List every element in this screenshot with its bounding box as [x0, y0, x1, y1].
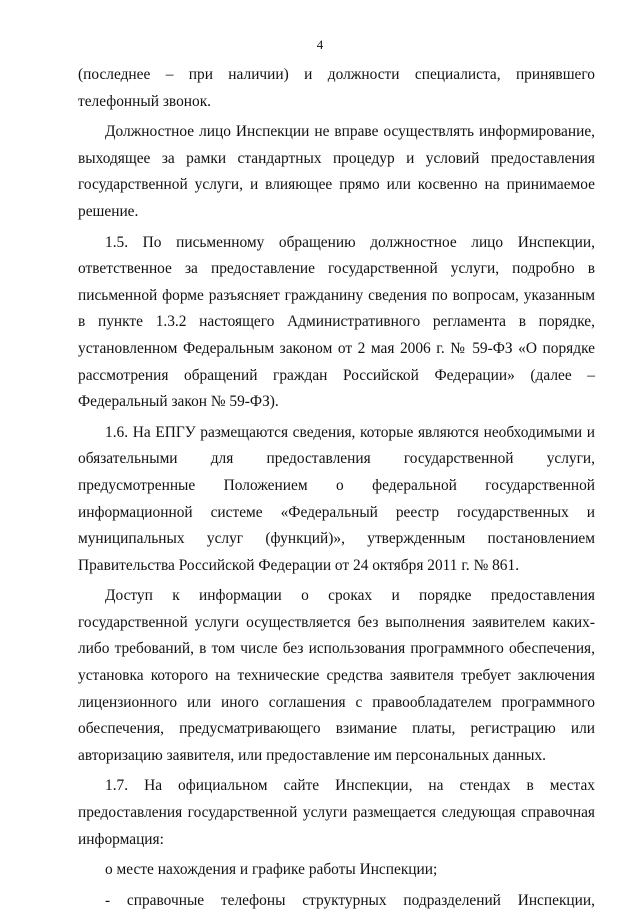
- paragraph: 1.5. По письменному обращению должностное лицо Инспекции, ответственное за предоставление государственной услуги, подробно в письменной форме разъясняет гражданину сведения по вопросам, указанным в пункте 1.3.2 настоящего Административного регламента в порядке, установленном Федеральным законом от 2 мая 2006 г. № 59-ФЗ «О порядке рассмотрения обращений граждан Российской Федерации» (далее – Федеральный закон № 59-ФЗ).: [78, 233, 595, 411]
- paragraph: 1.6. На ЕПГУ размещаются сведения, которые являются необходимыми и обязательными для предоставления государственной услуги, предусмотренные Положением о федеральной государственной информационной системе «Федеральный реестр государственных и муниципальных услуг (функций)», утвержденным постановлением Правительства Российской Федерации от 24 октября 2011 г. № 861.: [78, 423, 595, 574]
- paragraph: - справочные телефоны структурных подразделений Инспекции,: [105, 891, 595, 909]
- paragraph: Должностное лицо Инспекции не вправе осуществлять информирование, выходящее за рамки стандартных процедур и условий предоставления государственной услуги, и влияющее прямо или косвенно на принимаемое решение.: [78, 123, 595, 220]
- paragraph: 1.7. На официальном сайте Инспекции, на стендах в местах предоставления государственной услуги размещается следующая справочная информация:: [78, 777, 595, 848]
- paragraph: (последнее – при наличии) и должности специалиста, принявшего телефонный звонок.: [78, 66, 595, 110]
- paragraph: Доступ к информации о сроках и порядке предоставления государственной услуги осуществляется без выполнения заявителем каких-либо требований, в том числе без использования программного обеспечения, установка которого на технические средства заявителя требует заключения лицензионного или иного соглашения с правообладателем программного обеспечения, предусматривающего взимание платы, регистрацию или авторизацию заявителя, или предоставление им персональных данных.: [78, 587, 595, 764]
- page-number: 4: [316, 37, 324, 52]
- paragraph: о месте нахождения и графике работы Инспекции;: [105, 861, 438, 879]
- document-body: [78, 62, 595, 914]
